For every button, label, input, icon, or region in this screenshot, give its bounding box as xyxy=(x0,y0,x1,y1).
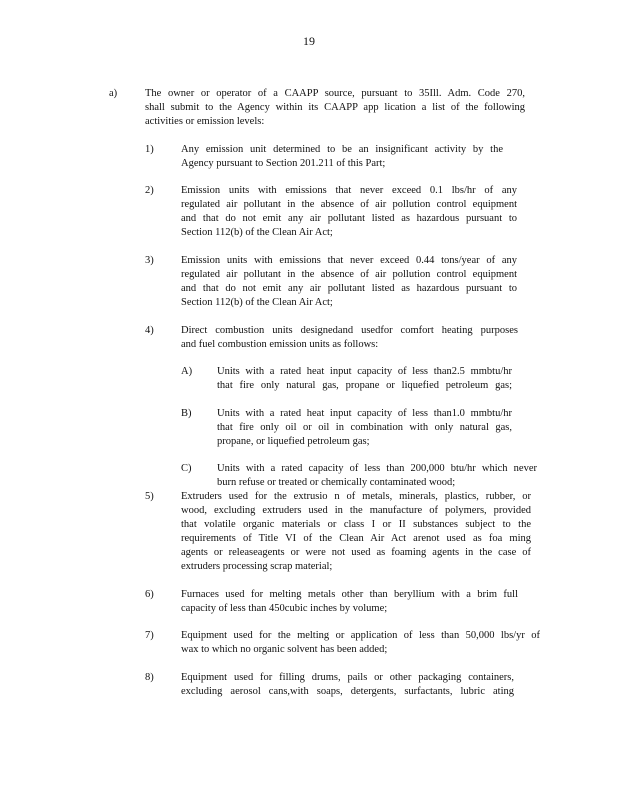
item-text-C xyxy=(217,462,537,490)
item-line: Equipment used for filling drums, pails or other packaging containers, xyxy=(181,672,514,683)
item-text-2 xyxy=(181,184,517,240)
item-line: regulated air pollutant in the absence of air pollution control equipment xyxy=(181,269,517,280)
section-a-line: activities or emission levels: xyxy=(145,116,265,127)
item-label-B: B) xyxy=(181,408,192,419)
section-a-line: The owner or operator of a CAAPP source, pursuant to 35Ill. Adm. Code 270, xyxy=(145,88,525,99)
item-label-2: 2) xyxy=(145,185,154,196)
item-text-A xyxy=(217,365,512,393)
item-line: Section 112(b) of the Clean Air Act; xyxy=(181,297,333,308)
item-line: that fire only natural gas, propane or liquefied petroleum gas; xyxy=(217,380,512,391)
item-line: burn refuse or treated or chemically contaminated wood; xyxy=(217,477,456,488)
item-line: Direct combustion units designedand usedfor comfort heating purposes xyxy=(181,325,518,336)
item-line: Equipment used for the melting or application of less than 50,000 lbs/yr of xyxy=(181,630,540,641)
item-label-7: 7) xyxy=(145,630,154,641)
item-line: Emission units with emissions that never exceed 0.44 tons/year of any xyxy=(181,255,517,266)
item-line: Units with a rated capacity of less than 200,000 btu/hr which never xyxy=(217,463,537,474)
item-line: Units with a rated heat input capacity of less than2.5 mmbtu/hr xyxy=(217,366,512,377)
item-line: wax to which no organic solvent has been added; xyxy=(181,644,388,655)
item-line: that fire only oil or oil in combination with only natural gas, xyxy=(217,422,512,433)
item-line: requirements of Title VI of the Clean Air Act arenot used as foa ming xyxy=(181,533,531,544)
item-line: Section 112(b) of the Clean Air Act; xyxy=(181,227,333,238)
item-line: Extruders used for the extrusio n of metals, minerals, plastics, rubber, or xyxy=(181,491,531,502)
item-line: wood, excluding extruders used in the manufacture of polymers, provided xyxy=(181,505,531,516)
section-a-line: shall submit to the Agency within its CAAPP app lication a list of the following xyxy=(145,102,525,113)
item-line: capacity of less than 450cubic inches by volume; xyxy=(181,603,388,614)
item-label-C: C) xyxy=(181,463,192,474)
section-a-label: a) xyxy=(109,88,118,99)
item-text-8 xyxy=(181,671,514,699)
item-text-5 xyxy=(181,490,531,574)
item-line: excluding aerosol cans,with soaps, detergents, surfactants, lubric ating xyxy=(181,686,514,697)
item-text-7 xyxy=(181,629,540,657)
item-label-A: A) xyxy=(181,366,193,377)
page-number: 19 xyxy=(303,34,315,48)
item-label-5: 5) xyxy=(145,491,154,502)
item-line: and fuel combustion emission units as follows: xyxy=(181,339,379,350)
item-label-1: 1) xyxy=(145,144,154,155)
item-line: and that do not emit any air pollutant listed as hazardous pursuant to xyxy=(181,213,517,224)
item-label-3: 3) xyxy=(145,255,154,266)
item-line: Units with a rated heat input capacity of less than1.0 mmbtu/hr xyxy=(217,408,512,419)
item-line: propane, or liquefied petroleum gas; xyxy=(217,436,370,447)
section-a-text xyxy=(145,87,525,129)
item-label-6: 6) xyxy=(145,589,154,600)
item-text-3 xyxy=(181,254,517,310)
item-line: regulated air pollutant in the absence of air pollution control equipment xyxy=(181,199,517,210)
item-text-6 xyxy=(181,588,518,616)
item-line: extruders processing scrap material; xyxy=(181,561,333,572)
item-text-1 xyxy=(181,143,503,171)
item-label-4: 4) xyxy=(145,325,154,336)
item-label-8: 8) xyxy=(145,672,154,683)
item-line: Any emission unit determined to be an insignificant activity by the xyxy=(181,144,503,155)
item-line: Emission units with emissions that never exceed 0.1 lbs/hr of any xyxy=(181,185,517,196)
item-line: that volatile organic materials or class I or II substances subject to the xyxy=(181,519,531,530)
item-line: Agency pursuant to Section 201.211 of this Part; xyxy=(181,158,386,169)
item-line: Furnaces used for melting metals other than beryllium with a brim full xyxy=(181,589,518,600)
item-text-4 xyxy=(181,324,518,352)
item-line: and that do not emit any air pollutant listed as hazardous pursuant to xyxy=(181,283,517,294)
item-text-B xyxy=(217,407,512,449)
item-line: agents or releaseagents or were not used as foaming agents in the case of xyxy=(181,547,531,558)
